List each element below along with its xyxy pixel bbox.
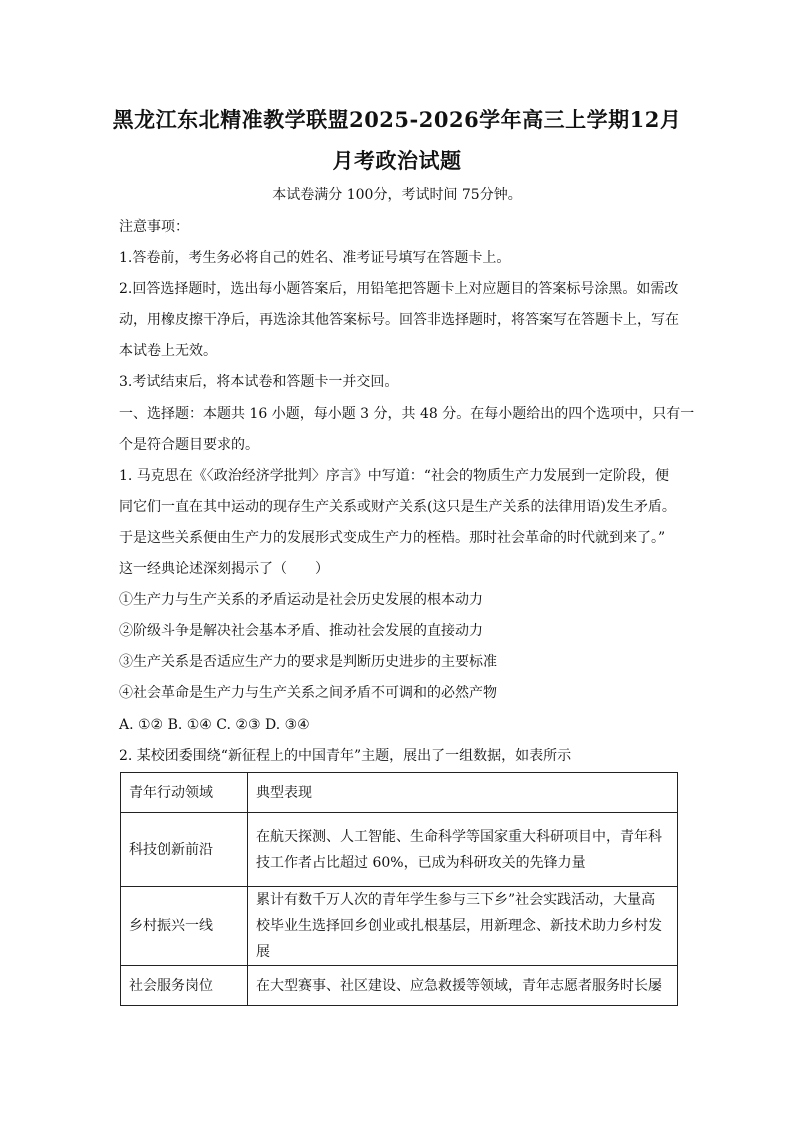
question-1-stem: 1. 马克思在《〈政治经济学批判〉序言》中写道：“社会的物质生产力发展到一定阶段，便	[119, 468, 669, 484]
table-row	[121, 813, 678, 887]
table-cell-domain: 社会服务岗位	[121, 966, 248, 1006]
exam-subtitle: 本试卷满分 100分，考试时间 75分钟。	[272, 187, 522, 203]
table-cell-description: 累计有数千万人次的青年学生参与三下乡”社会实践活动，大量高校毕业生选择回乡创业或扎根基层，用新理念、新技术助力乡村发展	[248, 887, 678, 966]
table-header-row	[121, 773, 678, 813]
question-2-intro: 2. 某校团委围绕“新征程上的中国青年”主题，展出了一组数据，如表所示	[119, 748, 572, 764]
question-1-option: ①生产力与生产关系的矛盾运动是社会历史发展的根本动力	[119, 592, 483, 608]
notice-item: 3.考试结束后，将本试卷和答题卡一并交回。	[119, 374, 399, 390]
exam-title-line2: 月考政治试题	[332, 148, 462, 173]
table-row	[121, 966, 678, 1006]
exam-title-line1: 黑龙江东北精准教学联盟2025-2026学年高三上学期12月	[112, 107, 682, 132]
table-cell-description: 在大型赛事、社区建设、应急救援等领域，青年志愿者服务时长屡	[248, 966, 678, 1006]
table-cell-domain: 科技创新前沿	[121, 813, 248, 887]
notice-item: 动，用橡皮擦干净后，再选涂其他答案标号。回答非选择题时，将答案写在答题卡上，写在	[119, 312, 679, 328]
question-1-option: ②阶级斗争是解决社会基本矛盾、推动社会发展的直接动力	[119, 623, 483, 639]
question-1-choices: A. ①② B. ①④ C. ②③ D. ③④	[119, 717, 310, 733]
table-header-cell: 典型表现	[248, 773, 678, 813]
table-cell-domain: 乡村振兴一线	[121, 887, 248, 966]
section-heading: 个是符合题目要求的。	[119, 437, 259, 453]
table-header-cell: 青年行动领域	[121, 773, 248, 813]
notice-item: 本试卷上无效。	[119, 343, 217, 359]
question-1-stem: 同它们一直在其中运动的现存生产关系或财产关系(这只是生产关系的法律用语)发生矛盾。	[119, 499, 676, 515]
question-1-option: ③生产关系是否适应生产力的要求是判断历史进步的主要标准	[119, 654, 497, 670]
table-cell-description: 在航天探测、人工智能、生命科学等国家重大科研项目中，青年科技工作者占比超过 60%，已成为科研攻关的先锋力量	[248, 813, 678, 887]
notice-item: 2.回答选择题时，选出每小题答案后，用铅笔把答题卡上对应题目的答案标号涂黑。如需改	[119, 281, 679, 297]
youth-data-table	[120, 772, 678, 1006]
question-1-stem: 这一经典论述深刻揭示了（ ）	[119, 561, 329, 577]
question-1-stem: 于是这些关系便由生产力的发展形式变成生产力的桎梏。那时社会革命的时代就到来了。”	[119, 530, 666, 546]
table-row	[121, 887, 678, 966]
notice-heading: 注意事项：	[119, 219, 189, 235]
section-heading: 一、选择题：本题共 16 小题，每小题 3 分，共 48 分。在每小题给出的四个选项中，只有一	[119, 406, 695, 422]
notice-item: 1.答卷前，考生务必将自己的姓名、准考证号填写在答题卡上。	[119, 250, 511, 266]
question-1-option: ④社会革命是生产力与生产关系之间矛盾不可调和的必然产物	[119, 685, 497, 701]
